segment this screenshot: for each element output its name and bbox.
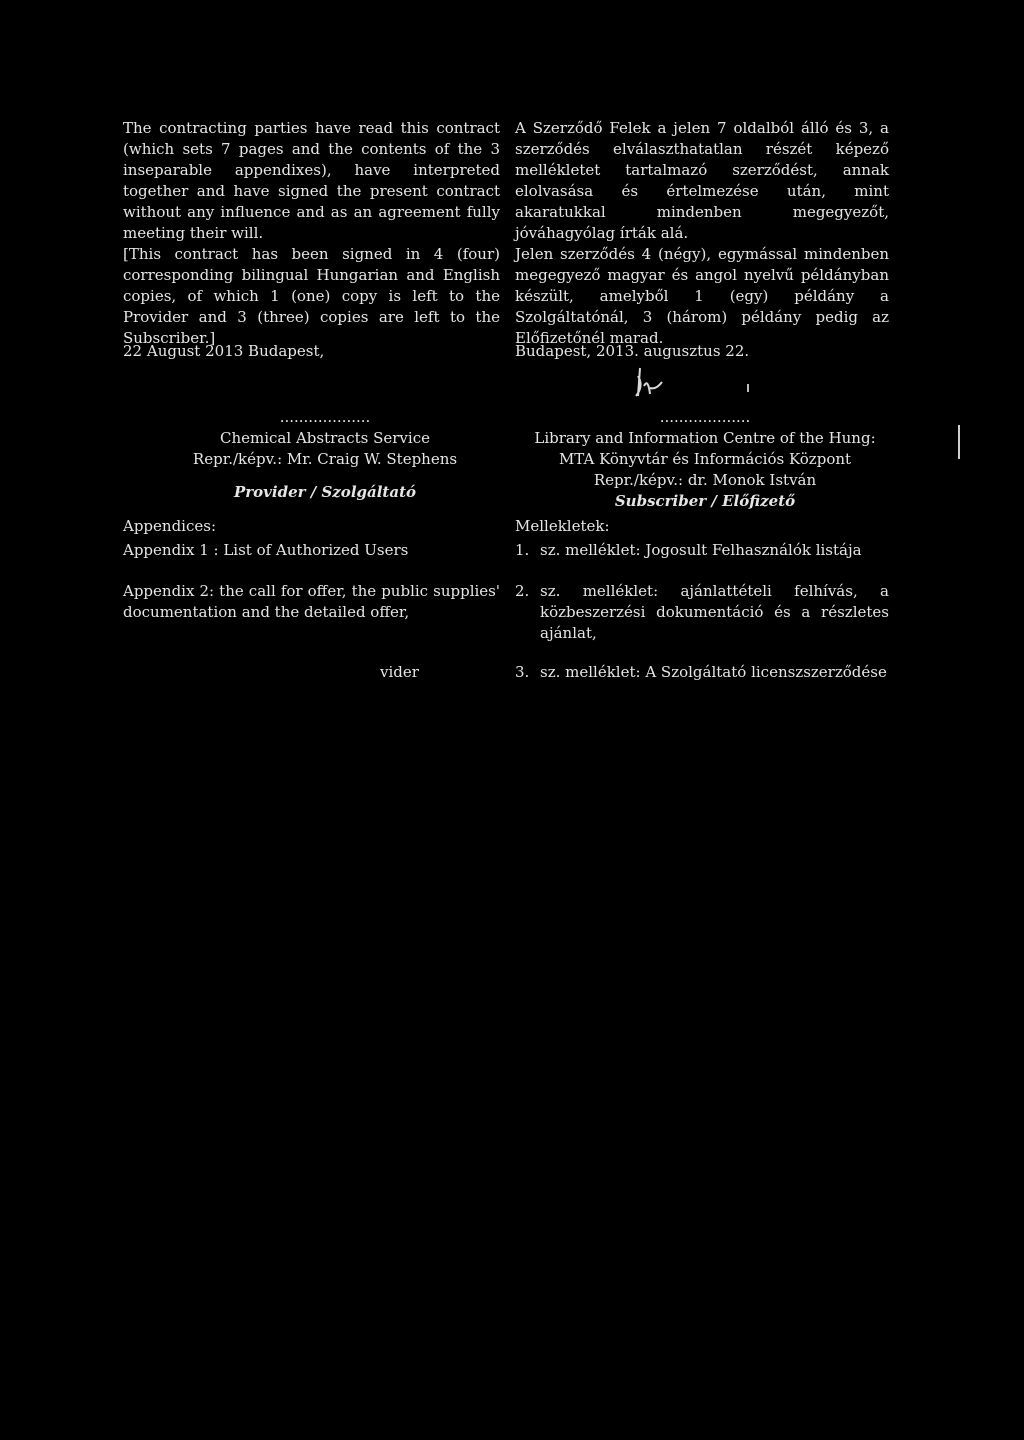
appendix-2-en: Appendix 2: the call for offer, the public supplies' documentation and the detailed offer, (123, 582, 500, 621)
page-edge-mark (958, 425, 960, 459)
appendix-item-1-hu (515, 540, 889, 561)
provider-representative: Repr./képv.: Mr. Craig W. Stephens (192, 450, 458, 468)
appendix-3-en-fragment: vider (380, 663, 419, 681)
appendix-1-en: Appendix 1 : List of Authorized Users (123, 541, 409, 559)
appendices-title-hu: Mellekletek: (515, 517, 610, 535)
closing-paragraph-en: The contracting parties have read this contract (which sets 7 pages and the contents of the 3 inseparable appendixes), have interpreted together and have signed the present contract without any influence and as an agreement fully meeting their will. (123, 119, 500, 242)
provider-organization: Chemical Abstracts Service (220, 429, 430, 447)
appendix-number: 3. (515, 663, 530, 681)
signing-date-en: 22 August 2013 Budapest, (123, 342, 325, 360)
handwritten-signature (628, 366, 678, 402)
provider-role: Provider / Szolgáltató (234, 483, 416, 501)
subscriber-organization-hu: MTA Könyvtár és Információs Központ (558, 450, 852, 468)
signature-line-subscriber: ................... (659, 408, 751, 426)
subscriber-organization-en: Library and Information Centre of the Hung: (534, 429, 876, 447)
copies-paragraph-en: [This contract has been signed in 4 (four) corresponding bilingual Hungarian and English copies, of which 1 (one) copy is left to the Provider and 3 (three) copies are left to the Subscriber.] (123, 245, 500, 347)
provider-signature-block (190, 407, 460, 503)
closing-paragraph-hu: A Szerződő Felek a jelen 7 oldalból álló és 3, a szerződés elválaszthatatlan részét képező mellékletet tartalmazó szerződést, annak elolvasása és értelmezése után, mint akaratukkal mindenben megegyezőt, jóváhagyólag írták alá. (515, 119, 889, 242)
subscriber-signature-block (505, 407, 905, 512)
appendix-text: sz. melléklet: Jogosult Felhasználók listája (540, 541, 862, 559)
appendix-number: 1. (515, 541, 530, 559)
subscriber-role: Subscriber / Előfizető (614, 492, 796, 510)
appendix-text: sz. melléklet: A Szolgáltató licenszszerződése (540, 663, 887, 681)
ink-mark (747, 384, 749, 392)
appendix-item-3-hu (515, 662, 889, 683)
appendices-title-en: Appendices: (123, 517, 217, 535)
subscriber-representative: Repr./képv.: dr. Monok István (593, 471, 817, 489)
appendix-text: sz. melléklet: ajánlattételi felhívás, a közbeszerzési dokumentáció és a részletes ajánlat, (540, 582, 889, 642)
appendix-item-2-hu (515, 581, 889, 644)
copies-paragraph-hu: Jelen szerződés 4 (négy), egymással mindenben megegyező magyar és angol nyelvű példányban készült, amelyből 1 (egy) példány a Szolgáltatónál, 3 (három) példány pedig az Előfizetőnél marad. (515, 245, 889, 347)
signing-date-hu: Budapest, 2013. augusztus 22. (515, 342, 750, 360)
signature-line-provider: ................... (279, 408, 371, 426)
appendix-number: 2. (515, 582, 530, 600)
